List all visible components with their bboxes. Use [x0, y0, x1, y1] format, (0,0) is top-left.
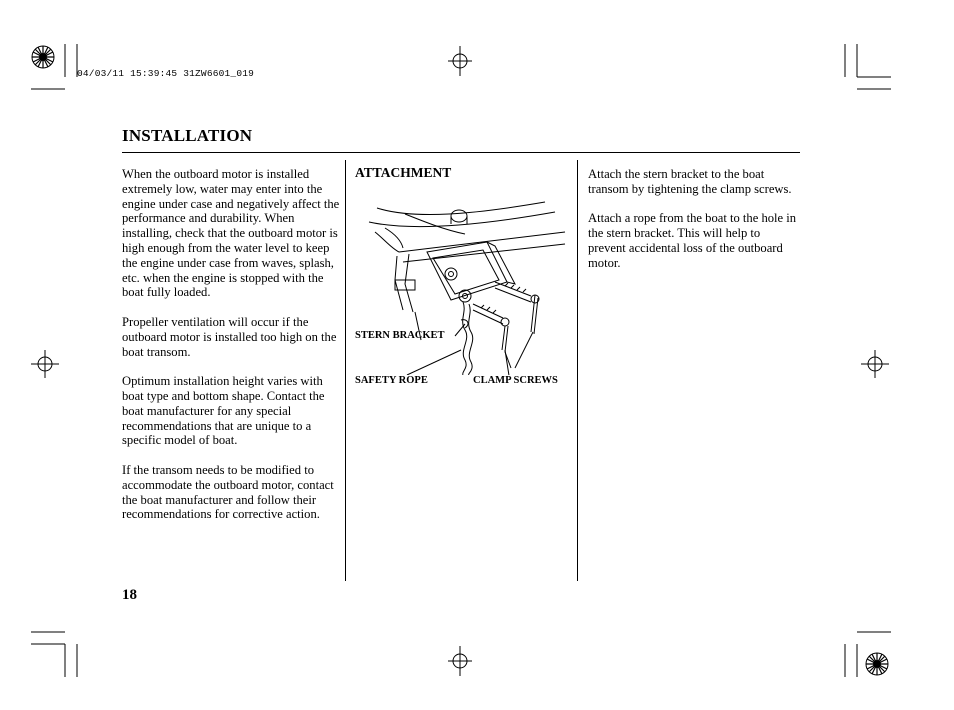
- label-clamp-screws: CLAMP SCREWS: [473, 375, 558, 386]
- paragraph: When the outboard motor is installed extremely low, water may enter into the engine under case and negatively affect the performance and durability. When installing, check that the outboard motor is high enough from the water level to keep the engine under case from waves, splash, etc. when the engine is stopped with the boat fully loaded.: [122, 167, 340, 300]
- section-heading: ATTACHMENT: [355, 165, 452, 180]
- paragraph: If the transom needs to be modified to accommodate the outboard motor, contact the boat manufacturer and follow their recommendations for corrective action.: [122, 462, 334, 522]
- right-column: [588, 167, 800, 285]
- column-divider-left: [345, 160, 346, 581]
- paragraph: Attach the stern bracket to the boat transom by tightening the clamp screws.: [588, 167, 792, 196]
- page-number: 18: [122, 587, 137, 603]
- title-rule: [122, 152, 800, 153]
- paragraph: Attach a rope from the boat to the hole in the stern bracket. This will help to prevent accidental loss of the outboard motor.: [588, 211, 797, 270]
- label-safety-rope: SAFETY ROPE: [355, 375, 428, 386]
- page-title: INSTALLATION: [122, 126, 253, 145]
- stern-bracket-illustration: [355, 200, 570, 375]
- print-stamp: 04/03/11 15:39:45 31ZW6601_019: [77, 68, 255, 79]
- paragraph: Optimum installation height varies with boat type and bottom shape. Contact the boat manufacturer for any special recommendations that are unique to a specific model of boat.: [122, 374, 325, 448]
- column-divider-right: [577, 160, 578, 581]
- label-stern-bracket: STERN BRACKET: [355, 330, 445, 341]
- paragraph: Propeller ventilation will occur if the outboard motor is installed too high on the boat transom.: [122, 314, 337, 359]
- left-column: [122, 167, 340, 537]
